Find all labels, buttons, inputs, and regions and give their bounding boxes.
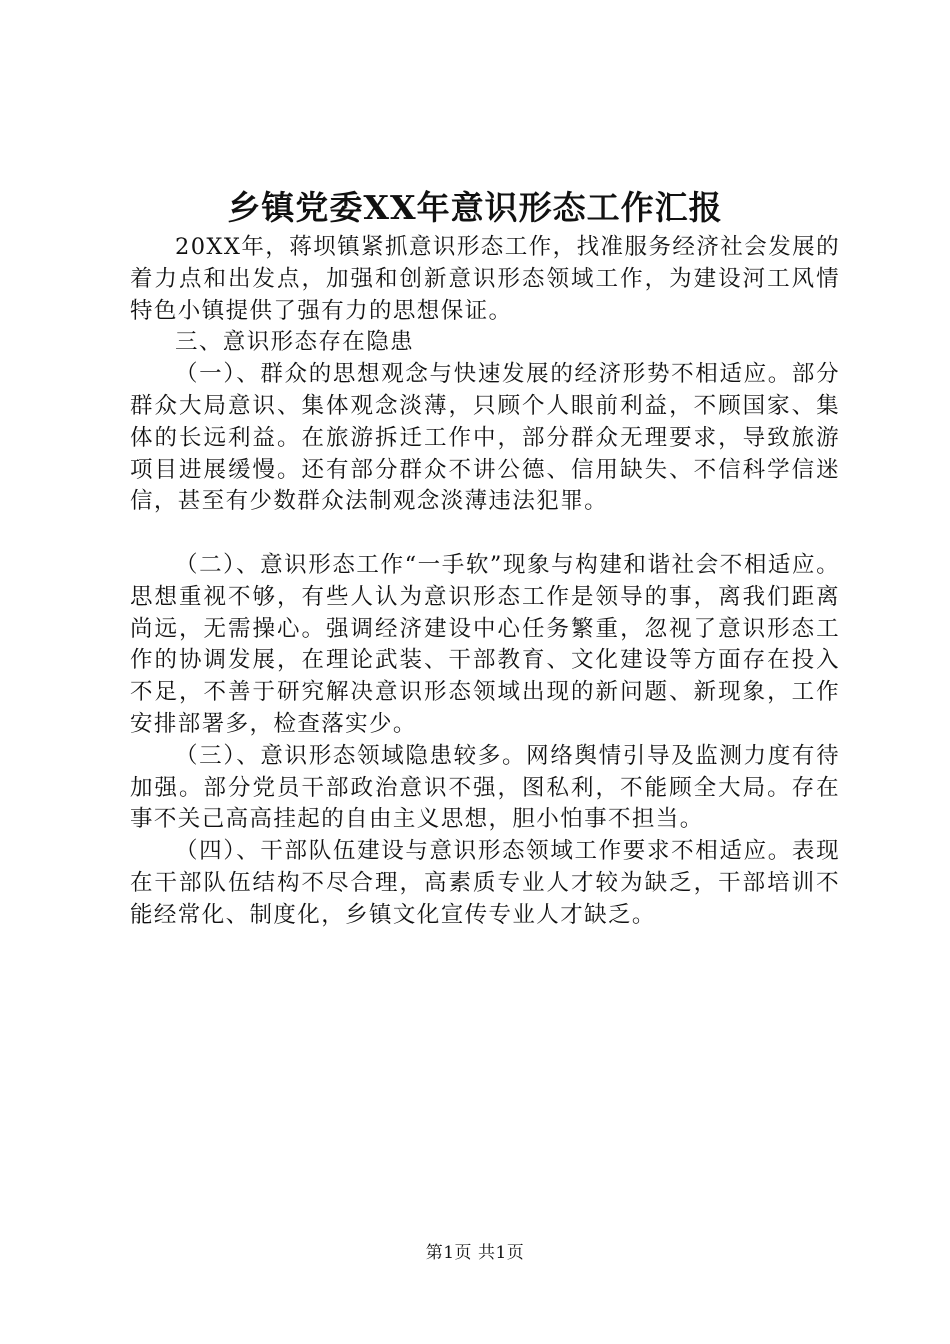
paragraph-item-1: （一）、群众的思想观念与快速发展的经济形势不相适应。部分群众大局意识、集体观念淡薄，只顾个人眼前利益，不顾国家、集体的长远利益。在旅游拆迁工作中，部分群众无理要求，导致旅游项目进展缓慢。还有部分群众不讲公德、信用缺失、不信科学信迷信，甚至有少数群众法制观念淡薄违法犯罪。 bbox=[130, 361, 840, 515]
paragraph-intro: 20XX年，蒋坝镇紧抓意识形态工作，找准服务经济社会发展的着力点和出发点，加强和创新意识形态领域工作，为建设河工风情特色小镇提供了强有力的思想保证。 bbox=[130, 234, 840, 324]
paragraph-item-4: （四）、干部队伍建设与意识形态领域工作要求不相适应。表现在干部队伍结构不尽合理，高素质专业人才较为缺乏，干部培训不能经常化、制度化，乡镇文化宣传专业人才缺乏。 bbox=[130, 838, 840, 928]
document-title: 乡镇党委XX年意识形态工作汇报 bbox=[227, 188, 723, 227]
page-footer: 第1页 共1页 bbox=[425, 1243, 525, 1263]
paragraph-item-3: （三）、意识形态领域隐患较多。网络舆情引导及监测力度有待加强。部分党员干部政治意识不强，图私利，不能顾全大局。存在事不关己高高挂起的自由主义思想，胆小怕事不担当。 bbox=[130, 742, 840, 833]
section-heading: 三、意识形态存在隐患 bbox=[175, 329, 415, 356]
document-body bbox=[130, 232, 840, 932]
paragraph-item-2: （二）、意识形态工作“一手软”现象与构建和谐社会不相适应。思想重视不够，有些人认为意识形态工作是领导的事，离我们距离尚远，无需操心。强调经济建设中心任务繁重，忽视了意识形态工作的协调发展，在理论武装、干部教育、文化建设等方面存在投入不足，不善于研究解决意识形态领域出现的新问题、新现象，工作安排部署多，检查落实少。 bbox=[130, 551, 840, 737]
